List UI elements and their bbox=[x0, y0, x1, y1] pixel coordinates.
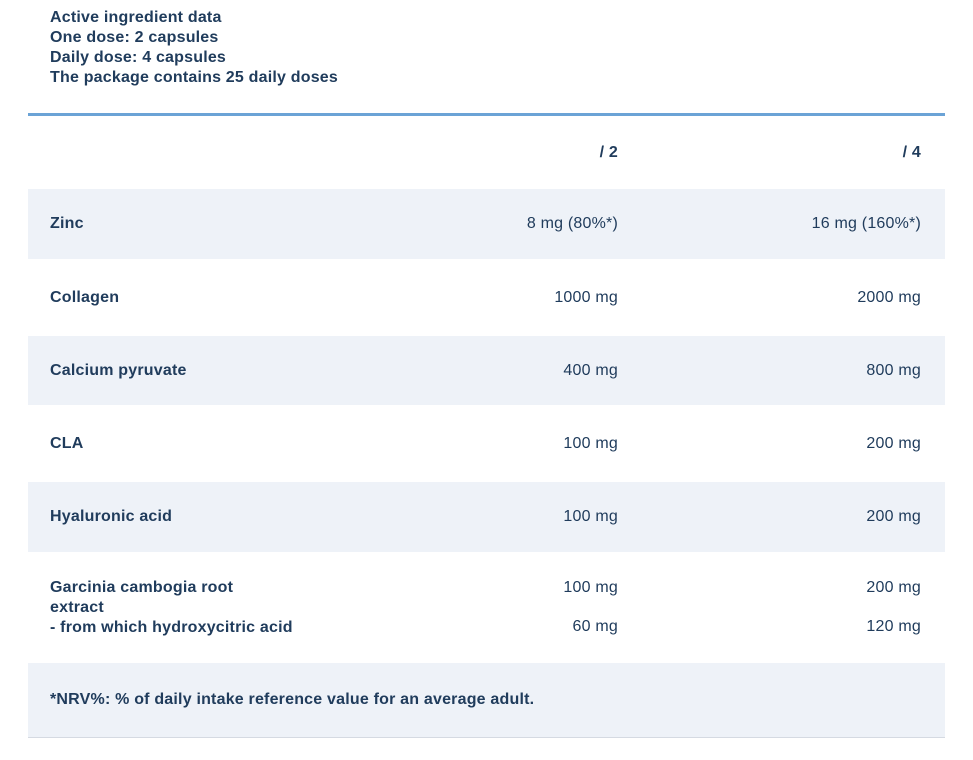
ingredient-name bbox=[50, 578, 378, 638]
column-header-per-dose: / 2 bbox=[599, 143, 618, 161]
per-dose-value: 1000 mg bbox=[554, 288, 618, 306]
table-footnote-row bbox=[28, 663, 945, 738]
per-dose-value: 400 mg bbox=[563, 361, 618, 379]
intro-title: Active ingredient data bbox=[50, 9, 222, 26]
table-row-garcinia bbox=[28, 552, 945, 663]
per-daily-value: 200 mg bbox=[866, 508, 921, 525]
ingredient-name-line: - from which hydroxycitric acid bbox=[50, 618, 293, 636]
ingredient-name: Calcium pyruvate bbox=[50, 361, 187, 379]
per-daily-value: 16 mg (160%*) bbox=[811, 215, 921, 232]
per-dose-value: 100 mg bbox=[563, 508, 618, 525]
per-daily-value: 200 mg bbox=[866, 579, 921, 596]
table-row-hyaluronic-acid bbox=[28, 482, 945, 552]
ingredient-name-line: Garcinia cambogia root bbox=[50, 578, 234, 596]
intro-package-info: The package contains 25 daily doses bbox=[50, 69, 338, 86]
per-daily-sub-value: 120 mg bbox=[866, 618, 921, 635]
per-daily-values bbox=[618, 579, 921, 636]
table-header-row bbox=[28, 116, 945, 189]
table-row-calcium-pyruvate bbox=[28, 336, 945, 405]
ingredient-name: Hyaluronic acid bbox=[50, 508, 173, 525]
table-row-collagen bbox=[28, 259, 945, 336]
ingredient-name-line: extract bbox=[50, 598, 104, 616]
per-dose-values bbox=[378, 579, 618, 636]
per-dose-value: 100 mg bbox=[563, 579, 618, 596]
per-daily-value: 200 mg bbox=[866, 434, 921, 452]
nrv-footnote: *NRV%: % of daily intake reference value for an average adult. bbox=[50, 691, 535, 708]
intro-block bbox=[0, 0, 973, 88]
ingredient-name: CLA bbox=[50, 434, 84, 452]
ingredient-name: Zinc bbox=[50, 215, 84, 232]
intro-daily-dose: Daily dose: 4 capsules bbox=[50, 49, 227, 66]
ingredients-table bbox=[28, 113, 945, 738]
per-dose-value: 8 mg (80%*) bbox=[526, 215, 618, 232]
column-header-per-daily: / 4 bbox=[902, 143, 921, 161]
per-daily-value: 800 mg bbox=[866, 361, 921, 379]
per-dose-sub-value: 60 mg bbox=[572, 618, 618, 635]
intro-one-dose: One dose: 2 capsules bbox=[50, 29, 219, 46]
per-daily-value: 2000 mg bbox=[857, 288, 921, 306]
table-row-zinc bbox=[28, 189, 945, 259]
ingredient-name: Collagen bbox=[50, 288, 120, 306]
per-dose-value: 100 mg bbox=[563, 434, 618, 452]
table-row-cla bbox=[28, 405, 945, 482]
